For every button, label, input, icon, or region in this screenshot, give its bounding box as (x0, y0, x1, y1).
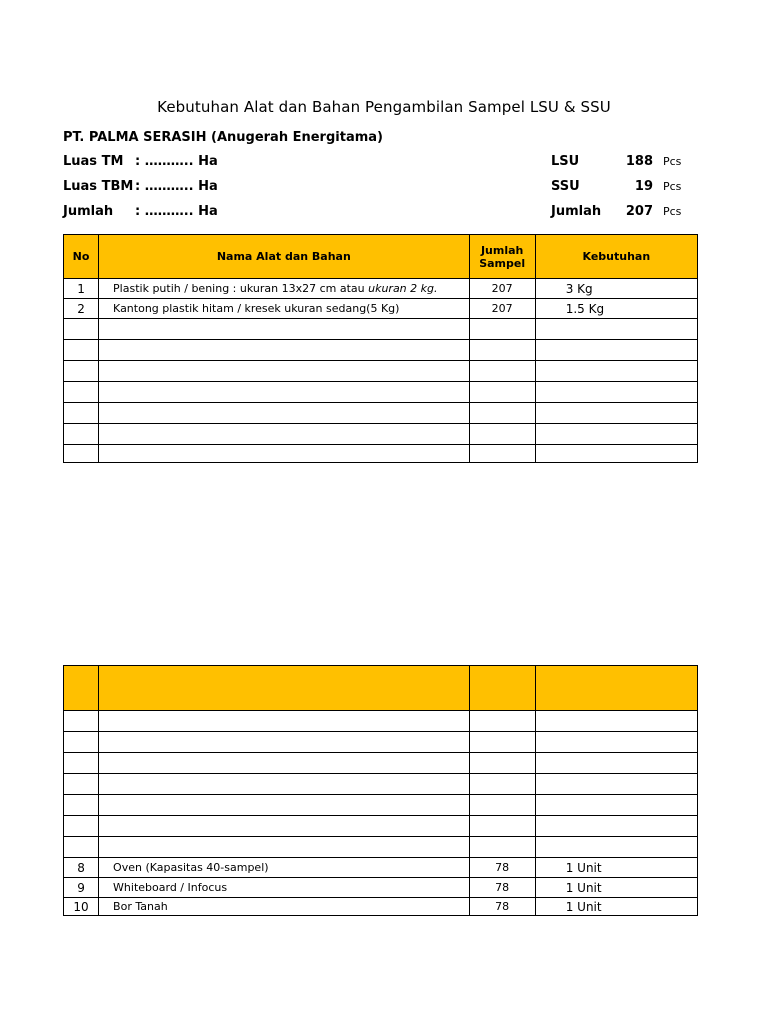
empty-row (64, 361, 698, 382)
cell-name-text: Plastik putih / bening : ukuran 13x27 cm atau (113, 282, 369, 295)
empty-row (64, 795, 698, 816)
empty-row (64, 837, 698, 858)
empty-row (64, 816, 698, 837)
cell-jumlah: 207 (469, 279, 535, 299)
sample-row-ssu (551, 179, 681, 194)
table-row (64, 299, 698, 319)
empty-row (64, 445, 698, 463)
table-header-row (64, 666, 698, 711)
cell-jumlah: 207 (469, 299, 535, 319)
header-no: No (64, 235, 99, 279)
table-row (64, 858, 698, 878)
area-label: Jumlah (63, 204, 114, 219)
header-kebutuhan-blank (535, 666, 697, 711)
empty-row (64, 711, 698, 732)
cell-name: Bor Tanah (99, 898, 470, 916)
empty-row (64, 403, 698, 424)
cell-no: 9 (64, 878, 99, 898)
cell-jumlah: 78 (469, 858, 535, 878)
cell-jumlah: 78 (469, 898, 535, 916)
table-row (64, 878, 698, 898)
empty-row (64, 424, 698, 445)
table-row (64, 279, 698, 299)
cell-no: 8 (64, 858, 99, 878)
header-kebutuhan: Kebutuhan (535, 235, 697, 279)
sample-unit: Pcs (663, 205, 682, 218)
header-name-blank (99, 666, 470, 711)
area-row-tm (63, 154, 218, 169)
cell-kebutuhan: 1 Unit (535, 878, 697, 898)
cell-kebutuhan: 1 Unit (535, 858, 697, 878)
sample-label: Jumlah (551, 204, 602, 219)
empty-row (64, 732, 698, 753)
empty-row (64, 753, 698, 774)
cell-no: 2 (64, 299, 99, 319)
cell-name (99, 279, 470, 299)
requirements-table-continued (63, 665, 698, 916)
cell-name: Kantong plastik hitam / kresek ukuran sedang(5 Kg) (99, 299, 470, 319)
header-jumlah (469, 235, 535, 279)
area-value: : ……….. Ha (135, 154, 218, 169)
header-jumlah-blank (469, 666, 535, 711)
cell-jumlah: 78 (469, 878, 535, 898)
table-header-row (64, 235, 698, 279)
sample-label: LSU (551, 154, 580, 169)
empty-row (64, 382, 698, 403)
sample-value: 207 (625, 204, 653, 219)
area-row-tbm (63, 179, 218, 194)
area-label: Luas TM (63, 154, 124, 169)
area-value: : ……….. Ha (135, 179, 218, 194)
requirements-table (63, 234, 698, 463)
cell-name: Oven (Kapasitas 40-sampel) (99, 858, 470, 878)
cell-kebutuhan: 3 Kg (535, 279, 697, 299)
area-row-total (63, 204, 218, 219)
cell-name-italic: ukuran 2 kg. (368, 282, 438, 295)
area-label: Luas TBM (63, 179, 134, 194)
cell-no: 1 (64, 279, 99, 299)
sample-value: 188 (625, 154, 653, 169)
header-name: Nama Alat dan Bahan (99, 235, 470, 279)
empty-row (64, 340, 698, 361)
table-row (64, 898, 698, 916)
header-no-blank (64, 666, 99, 711)
cell-kebutuhan: 1.5 Kg (535, 299, 697, 319)
empty-row (64, 774, 698, 795)
sample-row-total (551, 204, 681, 219)
sample-row-lsu (551, 154, 681, 169)
sample-unit: Pcs (663, 155, 682, 168)
cell-name: Whiteboard / Infocus (99, 878, 470, 898)
header-jumlah-line1: Jumlah (480, 243, 524, 257)
cell-no: 10 (64, 898, 99, 916)
sample-label: SSU (551, 179, 580, 194)
area-value: : ……….. Ha (135, 204, 218, 219)
empty-row (64, 319, 698, 340)
company-name: PT. PALMA SERASIH (Anugerah Energitama) (63, 130, 383, 145)
cell-kebutuhan: 1 Unit (535, 898, 697, 916)
document-title: Kebutuhan Alat dan Bahan Pengambilan Sampel LSU & SSU (157, 98, 611, 116)
sample-value: 19 (634, 179, 653, 194)
header-jumlah-line2: Sampel (479, 256, 526, 270)
sample-unit: Pcs (663, 180, 682, 193)
